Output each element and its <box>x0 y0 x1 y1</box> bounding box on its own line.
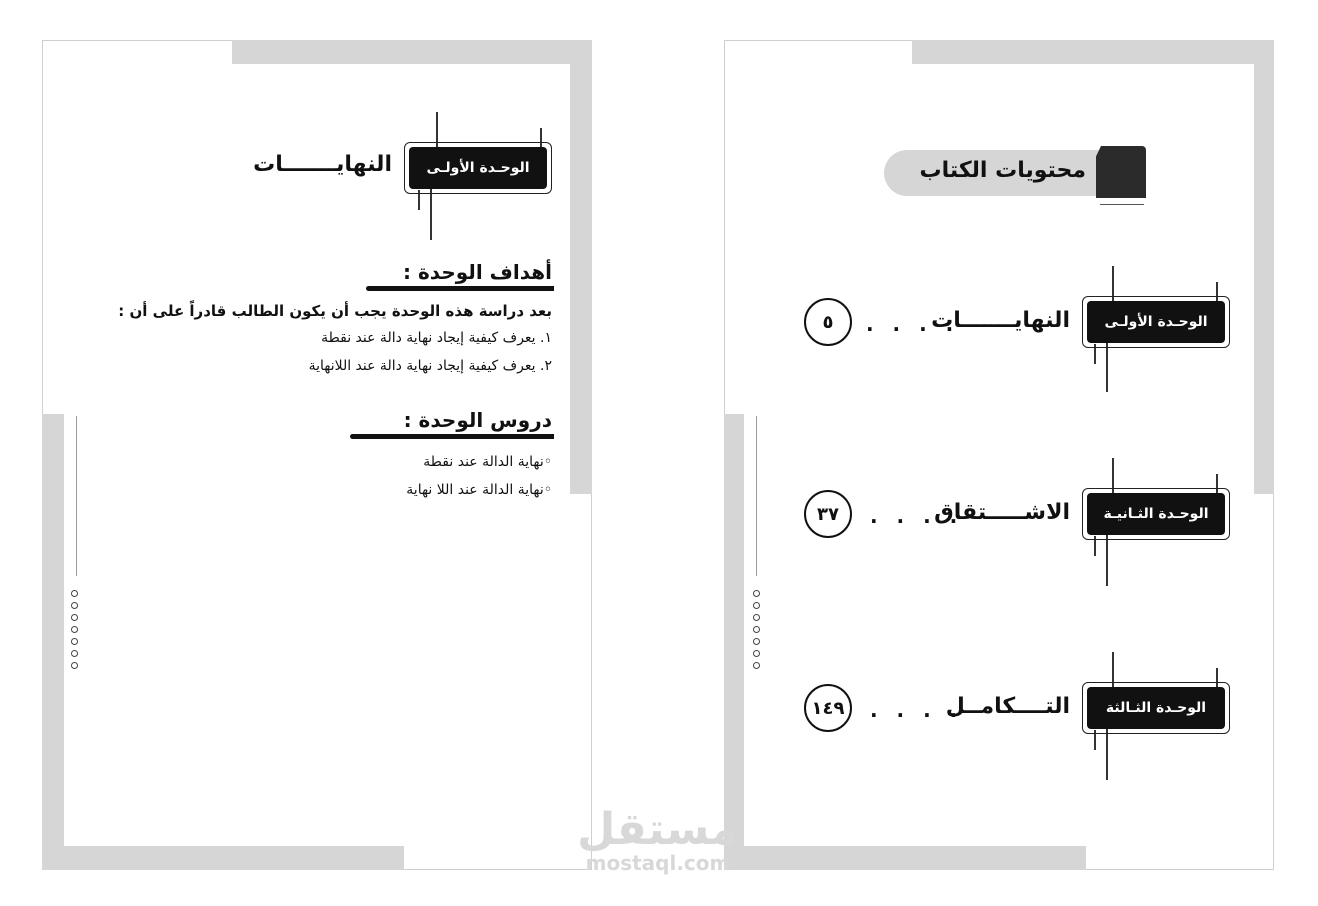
heading-underline <box>366 286 554 291</box>
decor-line <box>756 416 757 576</box>
badge-line <box>1106 342 1108 392</box>
badge-line <box>1106 534 1108 586</box>
toc-leader-dots: . . . . <box>870 698 964 722</box>
decor-line <box>76 416 77 576</box>
objectives-heading: أهداف الوحدة : <box>403 260 552 284</box>
unit-badge-label: الوحـدة الأولـى <box>409 147 547 189</box>
objective-item: ١. يعرف كيفية إيجاد نهاية دالة عند نقطة <box>321 330 552 346</box>
toc-leader-dots: . . . . <box>866 312 960 336</box>
decor-bar <box>1254 40 1274 494</box>
watermark <box>577 804 738 875</box>
toc-unit-title: النهايـــــــات <box>931 308 1070 333</box>
toc-title-tab <box>1096 146 1146 198</box>
unit-badge <box>404 142 552 194</box>
decor-bar <box>724 414 744 870</box>
decor-dots <box>753 590 760 669</box>
bullet-icon: ◦ <box>543 454 552 470</box>
toc-unit-title: التــــكامــل <box>945 694 1070 719</box>
toc-unit-badge-label: الوحـدة الثـانيـة <box>1087 493 1225 535</box>
decor-bar <box>570 40 592 494</box>
watermark-latin: mostaql.com <box>585 851 731 875</box>
lesson-item: ◦نهاية الدالة عند نقطة <box>423 454 552 470</box>
toc-unit-badge <box>1082 488 1230 540</box>
lesson-item: ◦نهاية الدالة عند اللا نهاية <box>406 482 552 498</box>
toc-unit-title: الاشـــــتقاق <box>934 500 1070 525</box>
toc-page-number[interactable]: ١٤٩ <box>804 684 852 732</box>
objective-item: ٢. يعرف كيفية إيجاد نهاية دالة عند اللانهاية <box>308 358 552 374</box>
decor-bar <box>42 846 404 870</box>
decor-bar <box>912 40 1274 64</box>
decor-dots <box>71 590 78 669</box>
toc-unit-badge-label: الوحـدة الثـالثة <box>1087 687 1225 729</box>
toc-page-number[interactable]: ٣٧ <box>804 490 852 538</box>
toc-unit-badge-label: الوحـدة الأولـى <box>1087 301 1225 343</box>
bullet-icon: ◦ <box>543 482 552 498</box>
decor-bar <box>724 846 1086 870</box>
watermark-arabic: مستقل <box>577 804 738 855</box>
heading-underline <box>350 434 554 439</box>
badge-line <box>430 186 432 240</box>
lessons-heading: دروس الوحدة : <box>403 408 552 432</box>
decor-bar <box>42 414 64 870</box>
toc-leader-dots: . . . . <box>870 504 964 528</box>
objectives-intro: بعد دراسة هذه الوحدة يجب أن يكون الطالب قادراً على أن : <box>118 302 552 320</box>
toc-title: محتويات الكتاب <box>919 158 1086 183</box>
decor-bar <box>232 40 592 64</box>
toc-unit-badge <box>1082 296 1230 348</box>
toc-unit-badge <box>1082 682 1230 734</box>
unit-title: النهايـــــــات <box>253 152 392 177</box>
badge-line <box>1106 728 1108 780</box>
decor-line <box>1100 204 1144 205</box>
toc-page-number[interactable]: ٥ <box>804 298 852 346</box>
